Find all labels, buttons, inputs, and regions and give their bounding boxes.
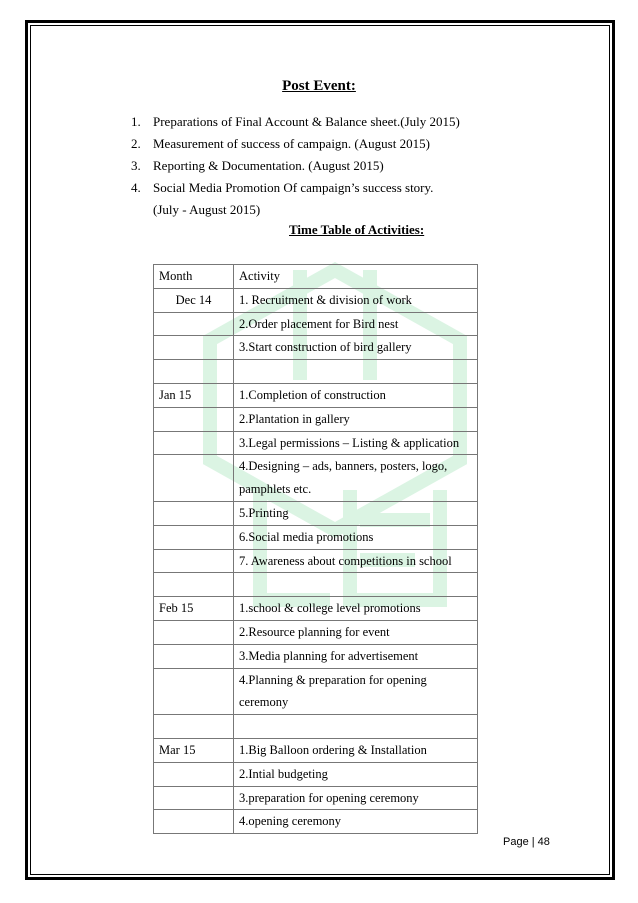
table-row (154, 738, 478, 762)
list-item: 3. Reporting & Documentation. (August 2015) (131, 158, 384, 173)
activity-cell: 2.Plantation in gallery (234, 407, 478, 431)
table-row (154, 620, 478, 644)
month-cell (154, 407, 234, 431)
month-cell (154, 336, 234, 360)
activity-cell: 2.Order placement for Bird nest (234, 312, 478, 336)
month-cell (154, 573, 234, 597)
table-row (154, 501, 478, 525)
table-row (154, 597, 478, 621)
activity-cell: 3.preparation for opening ceremony (234, 786, 478, 810)
month-cell: Dec 14 (154, 288, 234, 312)
column-header-month: Month (154, 265, 234, 289)
activity-cell: 6.Social media promotions (234, 525, 478, 549)
activity-cell: 4.opening ceremony (234, 810, 478, 834)
month-cell (154, 360, 234, 384)
activity-cell: 5.Printing (234, 501, 478, 525)
activity-cell: 1. Recruitment & division of work (234, 288, 478, 312)
table-row (154, 455, 478, 502)
month-cell (154, 620, 234, 644)
month-cell (154, 715, 234, 739)
month-cell (154, 762, 234, 786)
month-cell: Jan 15 (154, 383, 234, 407)
month-cell: Feb 15 (154, 597, 234, 621)
activity-cell: 7. Awareness about competitions in school (234, 549, 478, 573)
activity-cell: 2.Resource planning for event (234, 620, 478, 644)
table-row (154, 525, 478, 549)
table-row (154, 786, 478, 810)
activity-cell: 1.school & college level promotions (234, 597, 478, 621)
month-cell (154, 644, 234, 668)
table-row (154, 288, 478, 312)
activity-cell: 3.Start construction of bird gallery (234, 336, 478, 360)
month-cell (154, 549, 234, 573)
post-event-heading: Post Event: (282, 78, 356, 94)
list-item: 2. Measurement of success of campaign. (August 2015) (131, 136, 430, 151)
activity-cell: 2.Intial budgeting (234, 762, 478, 786)
table-row (154, 549, 478, 573)
month-cell (154, 455, 234, 502)
month-cell (154, 312, 234, 336)
table-row (154, 668, 478, 715)
month-cell (154, 810, 234, 834)
table-row (154, 383, 478, 407)
activity-cell (234, 573, 478, 597)
list-item-continuation: (July - August 2015) (153, 202, 261, 217)
list-item: 4. Social Media Promotion Of campaign’s success story. (131, 180, 434, 195)
month-cell (154, 525, 234, 549)
month-cell (154, 431, 234, 455)
timetable (153, 264, 478, 834)
table-row (154, 715, 478, 739)
month-cell (154, 668, 234, 715)
table-header-row (154, 265, 478, 289)
column-header-activity: Activity (234, 265, 478, 289)
table-row (154, 573, 478, 597)
activity-cell (234, 715, 478, 739)
table-row (154, 312, 478, 336)
table-row (154, 431, 478, 455)
month-cell (154, 501, 234, 525)
activity-cell: 1.Completion of construction (234, 383, 478, 407)
timetable-heading: Time Table of Activities: (289, 222, 425, 237)
table-row (154, 644, 478, 668)
table-row (154, 336, 478, 360)
month-cell (154, 786, 234, 810)
activity-cell: 3.Media planning for advertisement (234, 644, 478, 668)
activity-cell: 4.Designing – ads, banners, posters, logo, pamphlets etc. (234, 455, 478, 502)
table-row (154, 360, 478, 384)
page-number: Page | 48 (503, 836, 550, 848)
activity-cell: 4.Planning & preparation for opening ceremony (234, 668, 478, 715)
activity-cell (234, 360, 478, 384)
post-event-list (131, 111, 460, 199)
list-item: 1. Preparations of Final Account & Balance sheet.(July 2015) (131, 114, 460, 129)
month-cell: Mar 15 (154, 738, 234, 762)
table-row (154, 762, 478, 786)
table-row (154, 407, 478, 431)
activity-cell: 1.Big Balloon ordering & Installation (234, 738, 478, 762)
activity-cell: 3.Legal permissions – Listing & application (234, 431, 478, 455)
table-row (154, 810, 478, 834)
